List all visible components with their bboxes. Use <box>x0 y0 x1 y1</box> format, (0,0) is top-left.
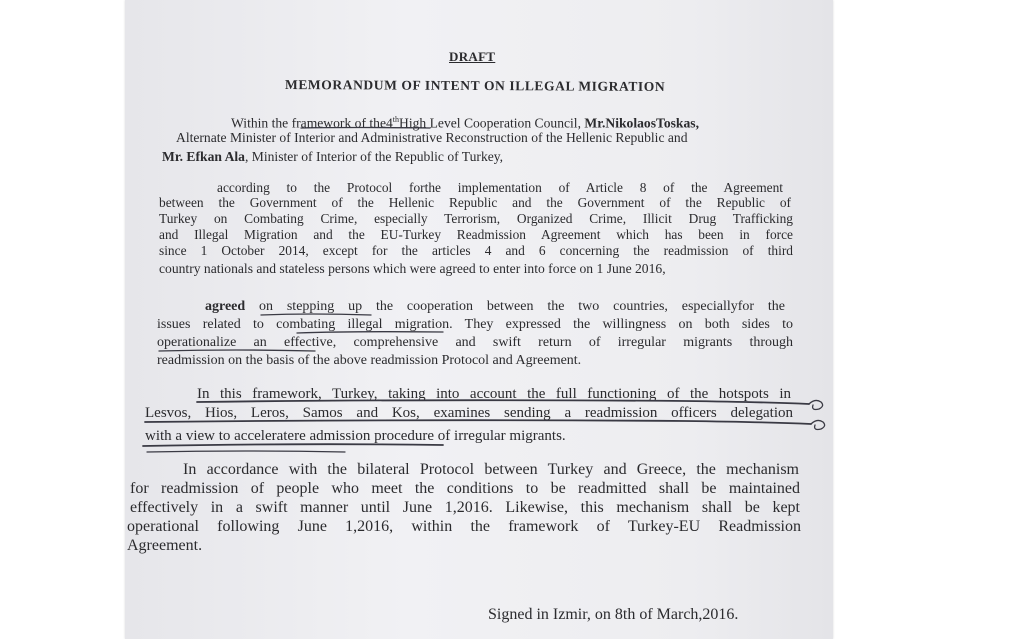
document-page <box>125 0 833 639</box>
underline-para3-extra <box>147 451 345 452</box>
para2-line-2: issues related to combating illegal migration. They expressed the willingness on both sides to <box>157 317 793 332</box>
intro-line-3: Mr. Efkan Ala, Minister of Interior of the Republic of Turkey, <box>162 149 504 164</box>
para4-line-3: effectively in a swift manner until June 1,2016. Likewise, this mechanism shall be kept <box>130 499 800 516</box>
para2-line-1: agreed on stepping up the cooperation between the two countries, especiallyfor the <box>205 299 785 314</box>
intro-line-2: Alternate Minister of Interior and Administrative Reconstruction of the Hellenic Republic and <box>176 130 688 145</box>
para1-line-6: country nationals and stateless persons which were agreed to enter into force on 1 June 2016, <box>159 261 666 276</box>
para1-line-5: since 1 October 2014, except for the articles 4 and 6 concerning the readmission of third <box>159 243 793 258</box>
para3-line-3: with a view to acceleratere admission procedure of irregular migrants. <box>145 428 566 444</box>
para3-line-1: In this framework, Turkey, taking into account the full functioning of the hotspots in <box>197 386 791 402</box>
para4-line-1: In accordance with the bilateral Protocol between Turkey and Greece, the mechanism <box>183 461 799 478</box>
signature-line: Signed in Izmir, on 8th of March,2016. <box>488 606 739 623</box>
para3-line-2: Lesvos, Hios, Leros, Samos and Kos, examines sending a readmission officers delegation <box>145 405 793 421</box>
para2-line-4: readmission on the basis of the above readmission Protocol and Agreement. <box>157 353 582 368</box>
para2-line-3: operationalize an effective, comprehensive and swift return of irregular migrants through <box>157 335 793 350</box>
margin-loop-2 <box>811 420 825 429</box>
para4-line-2: for readmission of people who meet the conditions to be readmitted shall be maintained <box>130 480 800 497</box>
draft-heading: DRAFT <box>449 49 496 64</box>
document-title: MEMORANDUM OF INTENT ON ILLEGAL MIGRATION <box>284 77 666 94</box>
intro-line-1: Within the framework of the4thHigh Level Cooperation Council, Mr.NikolaosToskas, <box>231 115 699 131</box>
para1-line-3: Turkey on Combating Crime, especially Terrorism, Organized Crime, Illicit Drug Trafficking <box>159 211 793 226</box>
margin-loop-1 <box>809 400 823 409</box>
para1-line-4: and Illegal Migration and the EU-Turkey Readmission Agreement which has been in force <box>159 227 793 242</box>
para1-line-2: between the Government of the Hellenic Republic and the Government of the Republic of <box>159 195 791 210</box>
para4-line-5: Agreement. <box>127 537 203 554</box>
para4-line-4: operational following June 1,2016, within the framework of Turkey-EU Readmission <box>127 518 801 535</box>
para1-line-1: according to the Protocol forthe implementation of Article 8 of the Agreement <box>217 180 783 195</box>
underline-para3-line3 <box>143 444 443 446</box>
